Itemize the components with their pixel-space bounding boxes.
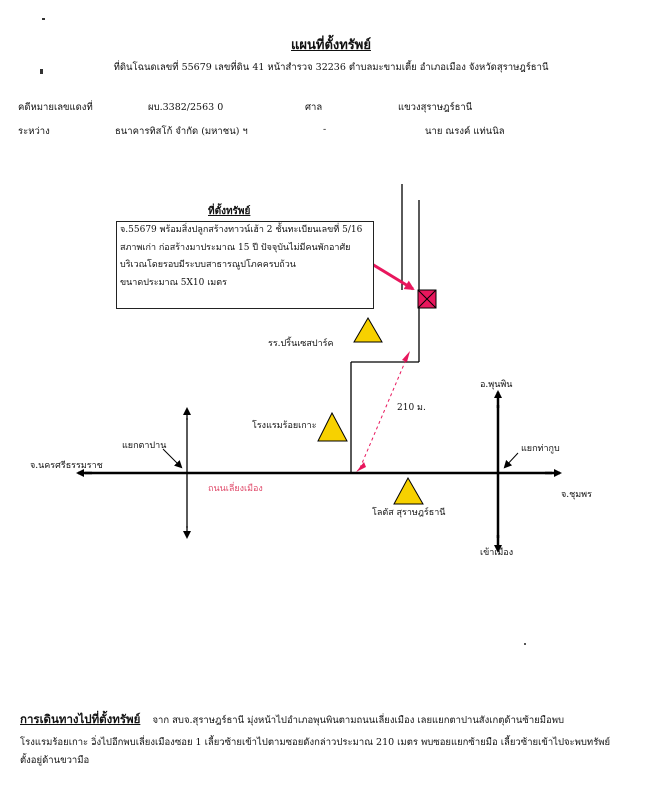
direction-nakhon-si-label: จ.นครศรีธรรมราช	[30, 461, 103, 471]
party-separator: -	[323, 124, 327, 135]
junction-right-pointer	[505, 453, 518, 467]
landmark-princess-park-label: รร.ปริ้นเซสปาร์ค	[268, 339, 334, 349]
direction-city-label: เข้าเมือง	[480, 548, 514, 558]
landmark-triangle-lotus	[394, 478, 423, 504]
property-line: บริเวณโดยรอบมีระบบสาธารณูปโภคครบถ้วน	[120, 260, 296, 270]
road-name-label: ถนนเลี่ยงเมือง	[208, 484, 263, 494]
directions-line: โรงแรมร้อยเกาะ วิ่งไปอีกพบเลี่ยงเมืองซอย 1 เลี้ยวซ้ายเข้าไปตามซอยดังกล่าวประมาณ 210 เมตร พบซอยแยกซ้ายมือ เลี้ยวซ้ายเข้าไปจะพบทรัพย์	[20, 737, 611, 748]
direction-chumphon-label: จ.ชุมพร	[561, 490, 592, 500]
court-label: ศาล	[305, 102, 323, 113]
landmark-roi-koh-label: โรงแรมร้อยเกาะ	[252, 421, 317, 431]
junction-ta-pan-label: แยกตาปาน	[122, 441, 167, 451]
property-line: สภาพเก่า ก่อสร้างมาประมาณ 15 ปี ปัจจุบันไม่มีคนพักอาศัย	[120, 242, 351, 253]
between-label: ระหว่าง	[18, 126, 50, 137]
court-name: แขวงสุราษฎร์ธานี	[398, 102, 473, 113]
property-box-heading: ที่ตั้งทรัพย์	[208, 206, 251, 217]
page-title: แผนที่ตั้งทรัพย์	[291, 38, 371, 53]
defendant-name: นาย ณรงค์ แท่นนิล	[425, 126, 505, 137]
direction-phunphin-label: อ.พุนพิน	[480, 380, 513, 390]
directions-line: ตั้งอยู่ด้านขวามือ	[20, 755, 90, 766]
plaintiff-name: ธนาคารทิสโก้ จำกัด (มหาชน) ฯ	[115, 126, 248, 137]
property-line: จ.55679 พร้อมสิ่งปลูกสร้างทาวน์เฮ้า 2 ชั้นทะเบียนเลขที่ 5/16	[120, 225, 363, 235]
junction-tha-kup-label: แยกท่ากูบ	[521, 444, 560, 454]
directions-line: จาก สบจ.สุราษฎร์ธานี มุ่งหน้าไปอำเภอพุนพินตามถนนเลี่ยงเมือง เลยแยกตาปานสังเกตุด้านซ้ายมือพบ	[152, 715, 565, 726]
case-label: คดีหมายเลขแดงที่	[18, 102, 93, 113]
directions-block	[20, 708, 610, 768]
distance-label: 210 ม.	[397, 403, 426, 413]
directions-heading: การเดินทางไปที่ตั้งทรัพย์	[20, 712, 141, 726]
landmark-triangle-princess-park	[354, 318, 382, 342]
property-description-box	[116, 221, 374, 309]
property-line: ขนาดประมาณ 5X10 เมตร	[120, 277, 227, 288]
landmark-lotus-label: โลตัส สุราษฎร์ธานี	[372, 508, 446, 518]
page-subtitle: ที่ดินโฉนดเลขที่ 55679 เลขที่ดิน 41 หน้าสำรวจ 32236 ตำบลมะขามเตี้ย อำเภอเมือง จังหวัดสุราษฎร์ธานี	[113, 62, 549, 73]
case-number: ผบ.3382/2563 0	[148, 102, 224, 113]
landmark-triangle-roi-koh	[318, 413, 347, 441]
